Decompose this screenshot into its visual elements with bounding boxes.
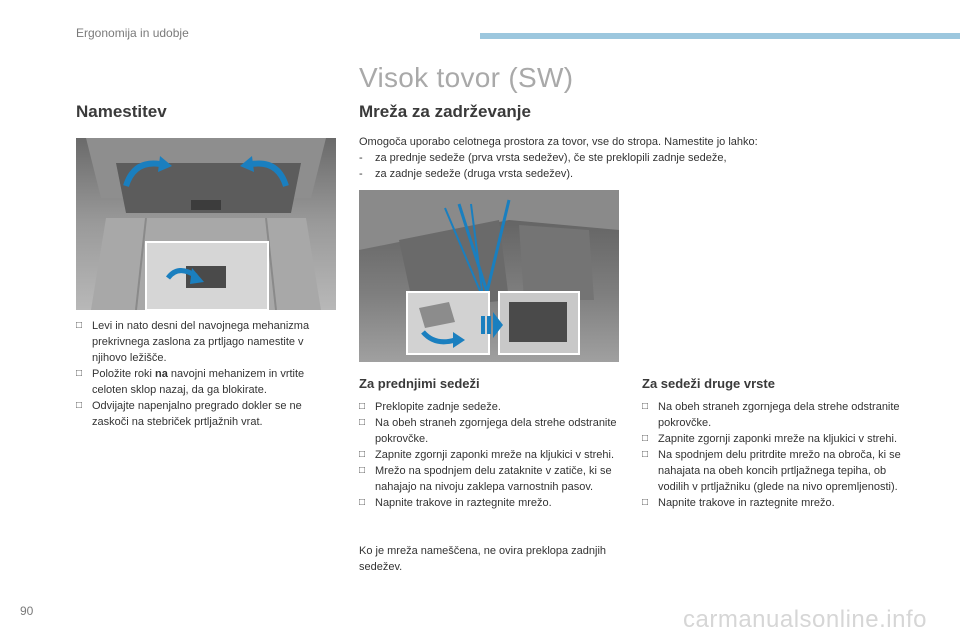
- intro-dash-item: - za prednje sedeže (prva vrsta sedežev), če ste preklopili zadnje sedeže,: [359, 152, 727, 164]
- page-title: Visok tovor (SW): [359, 62, 574, 93]
- heading-mreza: Mreža za zadrževanje: [359, 102, 531, 121]
- illustration-retaining-net: [359, 190, 619, 362]
- checkbox-bullet-icon: □: [359, 449, 366, 460]
- front-seat-note: Ko je mreža nameščena, ne ovira preklopa zadnjih sedežev.: [359, 545, 607, 573]
- list-item: □ Napnite trakove in raztegnite mrežo.: [359, 497, 552, 509]
- intro-dash-item: - za zadnje sedeže (druga vrsta sedežev).: [359, 168, 574, 180]
- list-item: □ Levi in nato desni del navojnega mehanizma prekrivnega zaslona za prtljago namestite v njihovo ležišče.: [76, 320, 310, 364]
- list-item: □ Zapnite zgornji zaponki mreže na kljukici v strehi.: [642, 433, 898, 445]
- header-bar: [480, 33, 960, 39]
- list-item: □ Na spodnjem delu pritrdite mrežo na obroča, ki se nahajata na obeh koncih prtljažnega tepiha, ob vodilih v prtljažniku (glede na nivo opremljenosti).: [642, 449, 901, 493]
- page-number: 90: [20, 604, 34, 618]
- section-tag: Ergonomija in udobje: [76, 26, 189, 40]
- illustration-luggage-cover: [76, 138, 336, 310]
- list-item: □ Odvijajte napenjalno pregrado dokler se ne zaskoči na stebriček prtljažnih vrat.: [76, 400, 302, 428]
- checkbox-bullet-icon: □: [642, 497, 649, 508]
- checkbox-bullet-icon: □: [359, 417, 366, 428]
- checkbox-bullet-icon: □: [359, 465, 366, 476]
- list-item: □ Na obeh straneh zgornjega dela strehe odstranite pokrovčke.: [359, 417, 617, 445]
- heading-namestitev: Namestitev: [76, 102, 167, 121]
- heading-za-prednjimi: Za prednjimi sedeži: [359, 376, 480, 391]
- checkbox-bullet-icon: □: [76, 400, 83, 411]
- list-item: □ Mrežo na spodnjem delu zataknite v zatiče, ki se nahajajo na nivoju zaklepa varnostnih pasov.: [359, 465, 612, 493]
- checkbox-bullet-icon: □: [76, 368, 83, 379]
- list-item: □ Napnite trakove in raztegnite mrežo.: [642, 497, 835, 509]
- list-item: □ Zapnite zgornji zaponki mreže na kljukici v strehi.: [359, 449, 615, 461]
- list-item: □ Položite roki na navojni mehanizem in vrtite celoten sklop nazaj, da ga blokirate.: [76, 368, 305, 396]
- intro-text: Omogoča uporabo celotnega prostora za tovor, vse do stropa. Namestite jo lahko:: [359, 136, 758, 148]
- mreza-intro: [359, 134, 859, 182]
- list-item: □ Preklopite zadnje sedeže.: [359, 401, 501, 413]
- checkbox-bullet-icon: □: [76, 320, 83, 331]
- front-seat-steps: [359, 399, 629, 511]
- watermark: carmanualsonline.info: [683, 606, 927, 633]
- checkbox-bullet-icon: □: [359, 497, 366, 508]
- checkbox-bullet-icon: □: [642, 449, 649, 460]
- checkbox-bullet-icon: □: [359, 401, 366, 412]
- list-item: □ Na obeh straneh zgornjega dela strehe odstranite pokrovčke.: [642, 401, 900, 429]
- namestitev-steps: [76, 318, 338, 430]
- checkbox-bullet-icon: □: [642, 401, 649, 412]
- second-row-steps: [642, 399, 904, 511]
- checkbox-bullet-icon: □: [642, 433, 649, 444]
- heading-za-sedezi-druge: Za sedeži druge vrste: [642, 376, 775, 391]
